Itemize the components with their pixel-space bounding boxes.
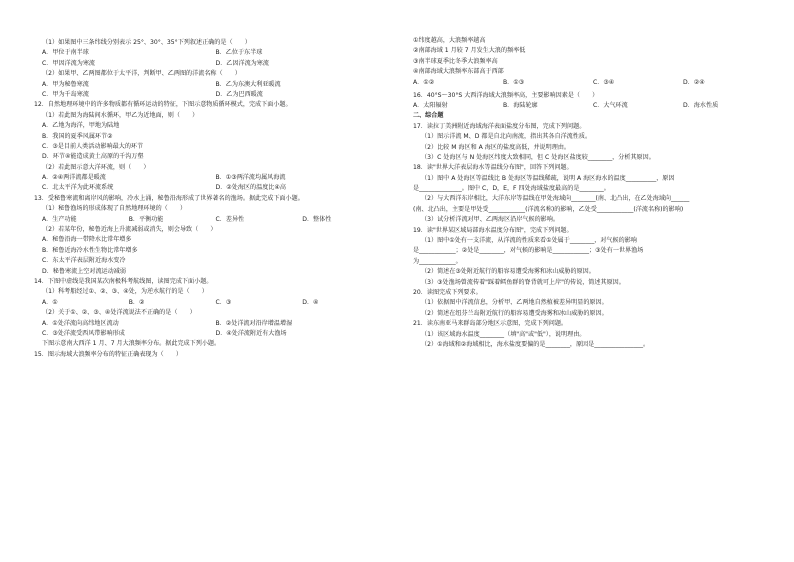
question-line: （1）若此图为海陆间水循环，甲乙为近地面，则（ ） [42, 111, 199, 119]
question-line: 14．下图中虚线是我国某次南极科考航线图，读图完成下面小题。 [34, 277, 213, 285]
answer-option: B．②处洋流对沿岸增温增湿 [215, 319, 293, 327]
answer-options [34, 90, 389, 100]
question-line: 16．40°S～30°S 大西洋海域大浪频率高，主要影响因素是（ ） [413, 91, 599, 99]
question-line: （2）比较 M 海区和 A 海区的盐度高低，并说明理由。 [421, 143, 571, 151]
answer-option: A．太阳辐射 [413, 101, 448, 109]
question-line: （2）①海域和②海域相比，海水盐度要偏的是________，原因是________________。 [421, 340, 650, 348]
answer-option: A．生产功能 [42, 215, 77, 223]
question-line: （3）C 处海区与 N 处海区纬度大致相同，但 C 处海区盐度较________，分析其原因。 [421, 153, 655, 161]
question-line: 13．受秘鲁寒流和离岸风的影响，冷水上涌，秘鲁沿海形成了世界著名的渔场。据此完成下面小题。 [34, 194, 304, 202]
answer-option: D．乙为巴西暖流 [215, 90, 263, 98]
answer-option: B．①③两洋流均属风海流 [215, 174, 286, 182]
question-line: 19．读"世界某区域局部海水温度分布图"，完成下列问题。 [413, 226, 573, 234]
question-line: （2）关于①、②、③、④处洋流说法不正确的是（ ） [42, 309, 196, 317]
question-line: C．东太平洋表层附近海水变冷 [42, 257, 126, 265]
question-line: A．秘鲁沿海一带降水比常年增多 [42, 236, 132, 244]
right-column [413, 36, 773, 350]
question-line: 17．读拉丁美洲附近海域海洋表面盐度分布图，完成下列问题。 [413, 122, 586, 130]
question-line: ①纬度越高，大浪频率越高 [413, 37, 486, 44]
answer-option: C．③④ [593, 78, 615, 86]
answer-option: B．② [128, 298, 145, 306]
answer-option: D．④ [302, 298, 319, 306]
answer-option: A．①② [413, 78, 435, 86]
question-line: 15．图示海域大浪频率分布的特征正确表现为（ ） [34, 350, 182, 358]
question-line: 是______________。图中 C，D，E，F 四处海域盐度最高的是________。 [413, 185, 610, 193]
question-line: B．秘鲁近海冷水性生物比常年增多 [42, 246, 138, 254]
question-line: （3）③处渔场曾流传着"踩着鳕鱼群的脊背就可上岸"的传说，简述其原因。 [421, 278, 625, 286]
answer-option: C．北太平洋为此环流系统 [42, 184, 114, 192]
answer-option: D．乙因洋流为寒流 [215, 59, 269, 67]
answer-option: C．大气环流 [593, 101, 628, 109]
answer-option: B．平衡功能 [128, 215, 164, 223]
answer-option: C．③ [215, 298, 232, 306]
answer-option: B．海陆轮廓 [503, 101, 538, 109]
question-line: C．③是目前人类活动影响最大的环节 [42, 142, 144, 150]
question-line: （2）如果甲、乙两图都位于太平洋，判断甲、乙两图的洋流名称（ ） [42, 70, 241, 78]
answer-option: C．甲为千岛寒流 [42, 90, 89, 98]
question-line: 是____________；②处是________，对气候的影响是____________；③处有一世界渔场 [413, 247, 644, 255]
answer-option: D．②处海区的温度比④高 [215, 184, 286, 192]
answer-options [34, 48, 389, 58]
question-line: A．乙地为海洋，甲地为陆地 [42, 122, 120, 130]
answer-option: B．乙为东澳大利亚暖流 [215, 80, 281, 88]
question-line: （2）简述在③处附近航行的船容易遭受海雾和冰山威胁的原因。 [421, 268, 595, 276]
question-line: ③南半球夏季比冬季大浪频率高 [413, 57, 498, 65]
section-heading: 二、综合题 [413, 112, 444, 120]
answer-option: D．整体性 [302, 215, 332, 223]
answer-options [34, 59, 389, 69]
question-line: D．环节④能造成黄土高原的千沟万壑 [42, 153, 144, 161]
question-line: 为____________。 [413, 257, 462, 265]
answer-option: B．乙位于东半球 [215, 49, 263, 57]
answer-options [34, 173, 389, 183]
answer-option: A．甲位于南半球 [42, 49, 89, 57]
answer-option: D．④处洋流附近有大渔场 [215, 329, 287, 337]
question-line: （1）依据图中洋流信息，分析甲、乙两地自然植被差异明显的原因。 [421, 299, 608, 307]
answer-option: C．甲因洋流为寒流 [42, 59, 96, 67]
answer-option: A．②④两洋流都是暖流 [42, 174, 106, 182]
answer-option: A．① [42, 298, 58, 306]
answer-options [413, 101, 773, 111]
question-line: B．我国的夏季风属环节② [42, 132, 113, 140]
question-line: 12．自然地理环境中的许多物质都有循环运动的特征，下图示意物质循环模式，完成下面小题。 [34, 101, 292, 109]
question-line: ④南部海域大浪频率东部高于西部 [413, 68, 504, 76]
question-line: 20．读图完成下列要求。 [413, 288, 482, 296]
answer-options [34, 319, 389, 329]
answer-options [34, 80, 389, 90]
question-line: 下图示意南大西洋 1 月、7 月大浪频率分布。据此完成下列小题。 [42, 340, 221, 348]
answer-option: A．甲为秘鲁寒流 [42, 80, 89, 88]
question-line: D．秘鲁寒流上空对流运动减弱 [42, 267, 126, 275]
answer-options [34, 298, 389, 308]
question-line: （3）试分析洋流对甲、乙两海区沿岸气候的影响。 [421, 216, 559, 224]
question-line: （1）秘鲁渔场的形成体现了自然地理环境的（ ） [42, 205, 187, 213]
answer-options [413, 78, 773, 88]
question-line: （1）图中 A 处海区等温线比 B 处海区等温线稀疏，说明 A 海区海水的温度__________，原因 [421, 174, 675, 182]
question-line: 21．读东南亚马来群岛部分地区示意图，完成下列问题。 [413, 320, 568, 328]
question-line: (南、北凸出，主要是甲处受____________(洋流名称)的影响，乙处受____________(洋流名称)的影响) [413, 205, 684, 213]
answer-option: C．差异性 [215, 215, 245, 223]
question-line: （2）若某年份，秘鲁近海上升流减弱或消失，则会导致（ ） [42, 226, 217, 234]
answer-options [34, 329, 389, 339]
question-line: （2）若此图示意大洋环流，则（ ） [42, 163, 150, 171]
answer-options [34, 183, 389, 193]
question-line: （1）图中①处有一支洋流，从洋流的性质来看①处属于________，对气候的影响 [421, 237, 637, 245]
question-line: （2）与大西洋东岸相比，大洋东岸等温线在甲处海域向________(南、北凸出，在乙处海域向______ [421, 195, 690, 203]
question-line: （1）图示洋流 M、D 都是自北向南流，指出其各自洋流性质。 [421, 133, 592, 141]
question-line: （1）该区域海水温度________（填"高"或"低"），说明理由。 [421, 330, 586, 338]
question-line: （2）简述在纽芬兰岛附近航行的船容易遭受海雾和冰山威胁的原因。 [421, 309, 608, 317]
answer-options [34, 215, 389, 225]
question-line: （1）科考船经过①、②、③、④处，为逆水航行的是（ ） [42, 288, 208, 296]
answer-option: D．海水性质 [683, 101, 719, 109]
question-line: 18．读"世界大洋表层海水等温线分布图"，回答下列问题。 [413, 164, 573, 172]
question-line: （1）如果图中三条纬线分别表示 25°、30°、35°下列叙述正确的是（ ） [42, 39, 251, 46]
answer-option: C．③处洋流受西风带影响形成 [42, 329, 125, 337]
answer-option: A．①处洋流向高纬地区流动 [42, 319, 119, 327]
answer-option: D．②④ [683, 78, 705, 86]
left-column [34, 38, 389, 360]
question-line: ②南部海域 1 月较 7 月发生大浪的频率低 [413, 47, 526, 55]
answer-option: B．①③ [503, 78, 525, 86]
